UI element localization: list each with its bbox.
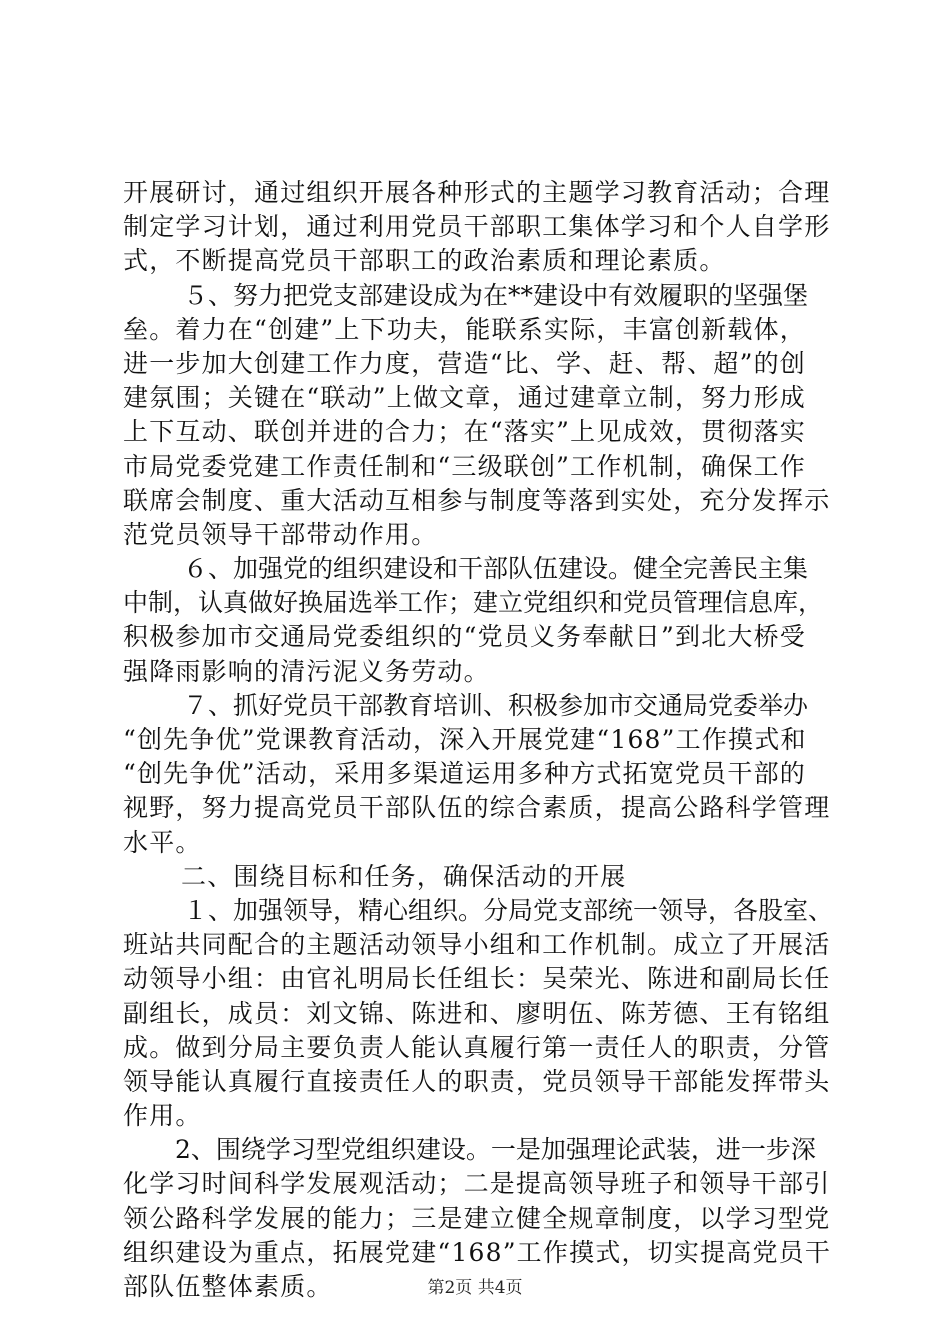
text-line: 进一步加大创建工作力度，营造“比、学、赶、帮、超”的创: [123, 348, 806, 378]
paragraph-start-5: ５、努力把党支部建设成为在**建设中有效履职的坚强堡: [183, 280, 809, 310]
text-line: 部队伍整体素质。: [123, 1272, 333, 1301]
text-line: 强降雨影响的清污泥义务劳动。: [123, 656, 490, 686]
text-line: 领导能认真履行直接责任人的职责，党员领导干部能发挥带头: [123, 1066, 831, 1096]
paragraph-start-1: １、加强领导，精心组织。分局党支部统一领导，各股室、: [183, 895, 834, 925]
section-heading-2: 二、围绕目标和任务，确保活动的开展: [181, 861, 627, 891]
text-line: 垒。着力在“创建”上下功夫，能联系实际，丰富创新载体，: [123, 314, 806, 344]
text-line: 班站共同配合的主题活动领导小组和工作机制。成立了开展活: [123, 930, 831, 960]
text-line: 开展研讨，通过组织开展各种形式的主题学习教育活动；合理: [123, 178, 831, 207]
text-line: 领公路科学发展的能力；三是建立健全规章制度，以学习型党: [123, 1203, 831, 1233]
text-line: 范党员领导干部带动作用。: [123, 519, 438, 549]
text-line: 积极参加市交通局党委组织的“党员义务奉献日”到北大桥受: [123, 622, 806, 652]
text-line: “创先争优”党课教育活动，深入开展党建“168”工作摸式和: [123, 725, 807, 754]
paragraph-start-7: ７、抓好党员干部教育培训、积极参加市交通局党委举办: [183, 690, 809, 720]
page-number-footer: 第2页 共4页: [427, 1278, 523, 1298]
text-line: 上下互动、联创并进的合力；在“落实”上见成效，贯彻落实: [123, 417, 806, 447]
paragraph-start-6: ６、加强党的组织建设和干部队伍建设。健全完善民主集: [183, 554, 809, 584]
text-line: 化学习时间科学发展观活动；二是提高领导班子和领导干部引: [123, 1169, 831, 1199]
text-line: 建氛围；关键在“联动”上做文章，通过建章立制，努力形成: [123, 383, 806, 413]
text-line: 式，不断提高党员干部职工的政治素质和理论素质。: [123, 246, 726, 276]
text-line: 组织建设为重点，拓展党建“168”工作摸式，切实提高党员干: [123, 1237, 832, 1267]
text-line: 动领导小组：由官礼明局长任组长：吴荣光、陈进和副局长任: [123, 964, 831, 994]
document-body: [123, 176, 833, 1304]
text-line: 中制，认真做好换届选举工作；建立党组织和党员管理信息库，: [123, 588, 824, 618]
paragraph-start-2: 2、围绕学习型党组织建设。一是加强理论武装，进一步深: [175, 1135, 816, 1165]
text-line: 视野，努力提高党员干部队伍的综合素质，提高公路科学管理: [123, 793, 831, 823]
text-line: 联席会制度、重大活动互相参与制度等落到实处，充分发挥示: [123, 485, 831, 515]
text-line: 副组长，成员：刘文锦、陈进和、廖明伍、陈芳德、王有铭组: [123, 998, 831, 1028]
text-line: 制定学习计划，通过利用党员干部职工集体学习和个人自学形: [123, 212, 831, 242]
text-line: 成。做到分局主要负责人能认真履行第一责任人的职责，分管: [123, 1032, 831, 1062]
text-line: 作用。: [123, 1101, 202, 1131]
text-line: 市局党委党建工作责任制和“三级联创”工作机制，确保工作: [123, 451, 806, 481]
text-line: “创先争优”活动，采用多渠道运用多种方式拓宽党员干部的: [123, 759, 806, 789]
text-line: 水平。: [123, 827, 202, 857]
